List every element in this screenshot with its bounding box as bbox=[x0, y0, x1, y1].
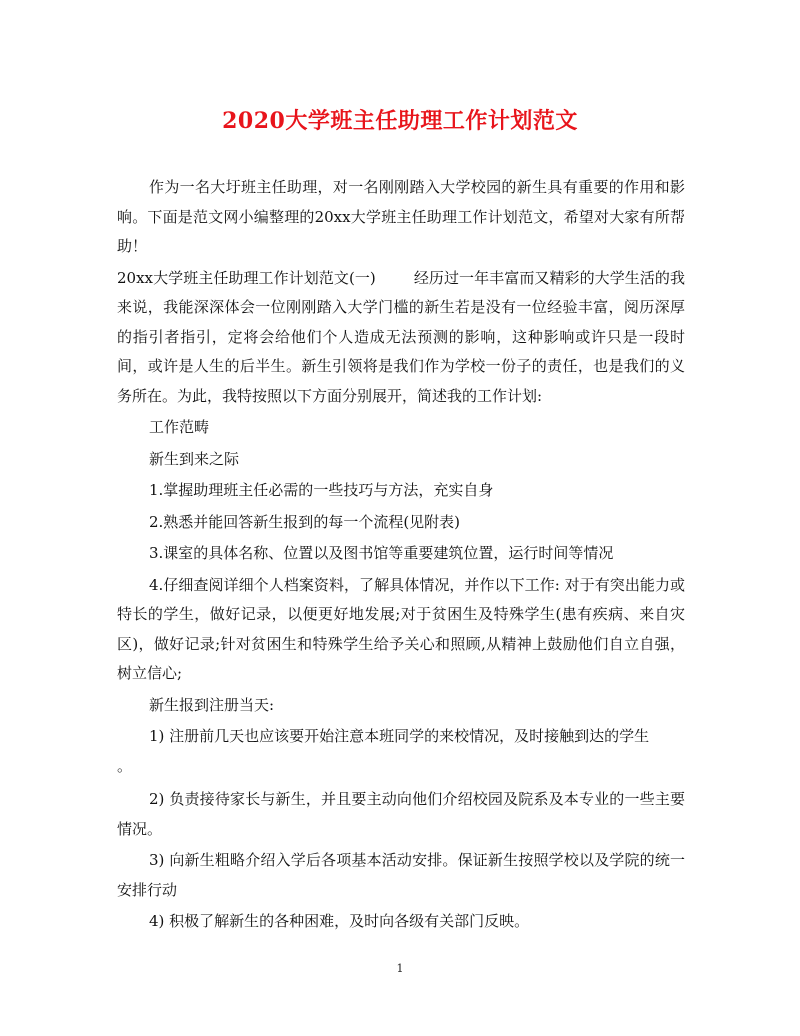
arrival-item: 3.课室的具体名称、位置以及图书馆等重要建筑位置，运行时间等情况 bbox=[149, 544, 614, 562]
arrival-item: 4.仔细查阅详细个人档案资料，了解具体情况，并作以下工作: 对于有突出能力或特长的学生，做好记录，以便更好地发展;对于贫困生及特殊学生(患有疾病、来自灾区)，做好记录;针对贫困生和特殊学生给予关心和照顾,从精神上鼓励他们自立自强，树立信心; bbox=[117, 575, 685, 682]
registration-heading: 新生报到注册当天: bbox=[149, 695, 275, 714]
section-heading: 20xx大学班主任助理工作计划范文(一) bbox=[117, 268, 376, 287]
document-body bbox=[117, 173, 685, 937]
section-body: 经历过一年丰富而又精彩的大学生活的我来说，我能深深体会一位刚刚踏入大学门槛的新生若是没有一位经验丰富，阅历深厚的指引者指引，定将会给他们个人造成无法预测的影响，这种影响或许只是一段时间，或许是人生的后半生。新生引领将是我们作为学校一份子的责任，也是我们的义务所在。为此，我特按照以下方面分别展开，简述我的工作计划: bbox=[117, 268, 685, 405]
registration-item: 3) 向新生粗略介绍入学后各项基本活动安排。保证新生按照学校以及学院的统一安排行动 bbox=[117, 851, 685, 899]
section-paragraph bbox=[117, 264, 685, 412]
arrival-item: 2.熟悉并能回答新生报到的每一个流程(见附表) bbox=[149, 512, 461, 531]
registration-item-continuation: 。 bbox=[117, 756, 133, 775]
registration-item: 2) 负责接待家长与新生，并且要主动向他们介绍校园及院系及本专业的一些主要情况。 bbox=[117, 790, 685, 838]
arrival-item: 1.掌握助理班主任必需的一些技巧与方法，充实自身 bbox=[149, 481, 494, 499]
registration-item: 4) 积极了解新生的各种困难，及时向各级有关部门反映。 bbox=[149, 912, 530, 930]
document-title: 2020大学班主任助理工作计划范文 bbox=[222, 108, 578, 134]
scope-heading: 工作范畴 bbox=[149, 418, 210, 436]
registration-item: 1) 注册前几天也应该要开始注意本班同学的来校情况，及时接触到达的学生 bbox=[149, 727, 650, 745]
page-number: 1 bbox=[396, 962, 404, 975]
arrival-heading: 新生到来之际 bbox=[149, 449, 240, 468]
intro-paragraph: 作为一名大圩班主任助理，对一名刚刚踏入大学校园的新生具有重要的作用和影响。下面是范文网小编整理的20xx大学班主任助理工作计划范文，希望对大家有所帮助！ bbox=[117, 178, 685, 255]
